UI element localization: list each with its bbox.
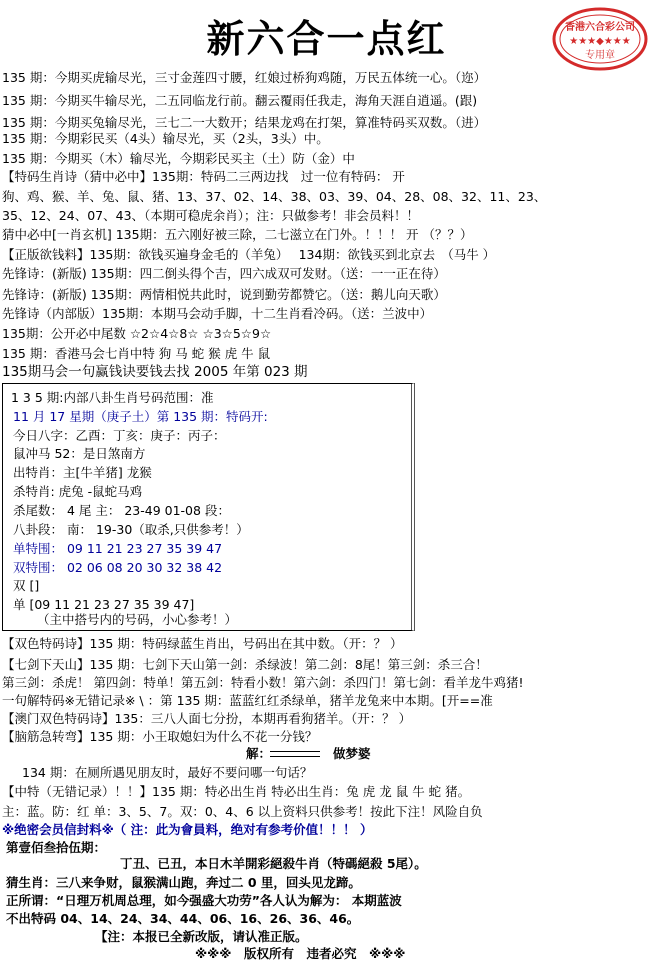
text-line: 先锋诗（内部版）135期：本期马会动手脚，十二生肖看冷码。（送：兰波中） [2,306,433,321]
text-line: 第三剑：杀虎！ 第四剑：特单！第五剑：特看小数！第六剑：杀四门！第七剑：看羊龙牛鸡猪! [2,675,524,690]
text-line: 先锋诗：(新版) 135期：四二倒头得个吉，四六成双可发财。（送：一一正在待） [2,266,446,281]
page-title: 新六合一点红 [206,16,447,61]
box-line: 今日八字：乙酉：丁亥：庚子：丙子： [13,428,226,443]
svg-text:香港六合彩公司: 香港六合彩公司 [565,22,635,33]
text-line: 主：蓝。防：红 单：3、5、7。双：0、4、6 以上资料只供参考！按此下注！风险自负 [2,804,483,819]
answer-separator [270,751,320,757]
text-line: 135 期：香港马会七肖中特 狗 马 蛇 猴 虎 牛 鼠 [2,346,271,361]
text-line: 134 期：在厕所遇见朋友时，最好不要问哪一句话？ [22,765,313,780]
box-line: （主中搭号内的号码，小心参考！） [37,612,238,627]
box-line: 单特围： 09 11 21 23 27 35 39 47 [13,541,223,556]
text-line: 135 期：今期买兔输尽光，三七二一大数开；结果龙鸡在打架，算准特码买双数。（进） [2,115,487,130]
text-line: 【七剑下天山】135 期：七剑下天山第一剑：杀绿波！第二剑：8尾！第三剑：杀三合！ [2,657,488,672]
text-line: ※绝密会员信封料※（ 注：此为會員料，绝对有参考价值！！！ ） [2,822,373,837]
answer-text: 做梦婆 [333,746,371,761]
text-line: 先锋诗：(新版) 135期：两情相悦共此时，说到勤劳都赞它。（送：鹅儿向天歌） [2,287,446,302]
text-line: 135 期：今期买虎输尽光，三寸金莲四寸腰，红娘过桥狗鸡随，万民五体统一心。（迩） [2,70,487,85]
box-line: 杀特肖: 虎兔 -鼠蛇马鸡 [13,484,143,499]
text-line: 135期：公开必中尾数 ☆2☆4☆8☆ ☆3☆5☆9☆ [2,326,272,341]
box-line: 1 3 5 期:内部八卦生肖号码范围：准 [11,390,214,405]
text-line: 135 期：今期买牛输尽光，二五同临龙行前。翻云覆雨任我走，海角天涯自逍遥。(跟) [2,93,478,108]
text-line: 【澳门双色特码诗】135：三八人面七分扮，本期再看狗猪羊。（开：？ ） [2,711,412,726]
text-line: 一句解特码※无错记录※ \ ：第 135 期：蓝蓝红红杀绿单，猪羊龙兔来中本期。[开==准 [2,693,493,708]
box-line: 八卦段： 南： 19-30（取杀,只供参考！） [13,522,249,537]
text-line: 135 期：今期彩民买（4头）输尽光，买（2头，3头）中。 [2,131,329,146]
text-line: 猜生肖：三八来争财，鼠猴满山跑，奔过二 0 里，回头见龙蹄。 [6,875,361,890]
text-line: 【双色特码诗】135 期：特码绿蓝生肖出，号码出在其中数。（开：？ ） [2,636,403,651]
text-line: 135期马会一句赢钱诀要钱去找 2005 年第 023 期 [2,364,308,380]
box-line: 双 [] [13,578,40,593]
text-line: 狗、鸡、猴、羊、兔、鼠、猪、13、37、02、14、38、03、39、04、28、08、32、11、23、 [2,189,547,204]
text-line: 第壹佰叁拾伍期： [6,840,107,855]
svg-text:★★★◆★★★: ★★★◆★★★ [569,36,631,47]
box-line: 11 月 17 星期（庚子土）第 135 期：特码开: [13,409,268,424]
text-line: 135 期：今期买（木）输尽光，今期彩民买主（土）防（金）中 [2,151,355,166]
box-line: 出特肖：主[牛羊猪] 龙猴 [13,465,152,480]
box-line: 单 [09 11 21 23 27 35 39 47] [13,597,195,612]
text-line: 【特码生肖诗（猜中必中】135期：特码二三两边找 过一位有特码： 开 [2,169,405,184]
bagua-box [2,383,415,631]
text-line: 35、12、24、07、43、（本期可稳虎余肖）；注：只做参考！非会员料！！ [2,208,420,223]
text-line: 不出特码 04、14、24、34、44、06、16、26、36、46。 [6,911,360,926]
box-line: 双特围： 02 06 08 20 30 32 38 42 [13,560,223,575]
text-line: 【脑筋急转弯】135 期：小王取媳妇为什么不花一分钱？ [2,729,318,744]
svg-text:专用章: 专用章 [585,50,615,61]
text-line: 丁丑、已丑，本日木羊開彩絕殺牛肖（特碼絕殺 5尾）。 [120,856,427,871]
box-line: 鼠冲马 52：是日煞南方 [13,446,146,461]
text-line: 正所谓：“日理万机周总理，如今强盛大功劳”各人认为解为： 本期蓝波 [6,893,402,908]
copyright-line: ※※※ 版权所有 违者必究 ※※※ [195,946,406,961]
answer-label: 解： [246,746,272,761]
text-line: 【正版欲钱料】135期：欲钱买遍身金毛的（羊兔） 134期：欲钱买到北京去 （马牛 ） [2,247,496,262]
official-seal [551,6,649,72]
text-line: 【中特（无错记录）！！】135 期：特必出生肖 特必出生肖：兔 虎 龙 鼠 牛 蛇 猪。 [2,784,471,799]
text-line: 猜中必中[一肖玄机] 135期：五六刚好被三除，二七滋立在门外。！！！ 开 （？？） [2,227,473,242]
text-line: 【注：本报已全新改版，请认准正版。 [95,929,308,944]
box-line: 杀尾数： 4 尾 主： 23-49 01-08 段： [13,503,230,518]
